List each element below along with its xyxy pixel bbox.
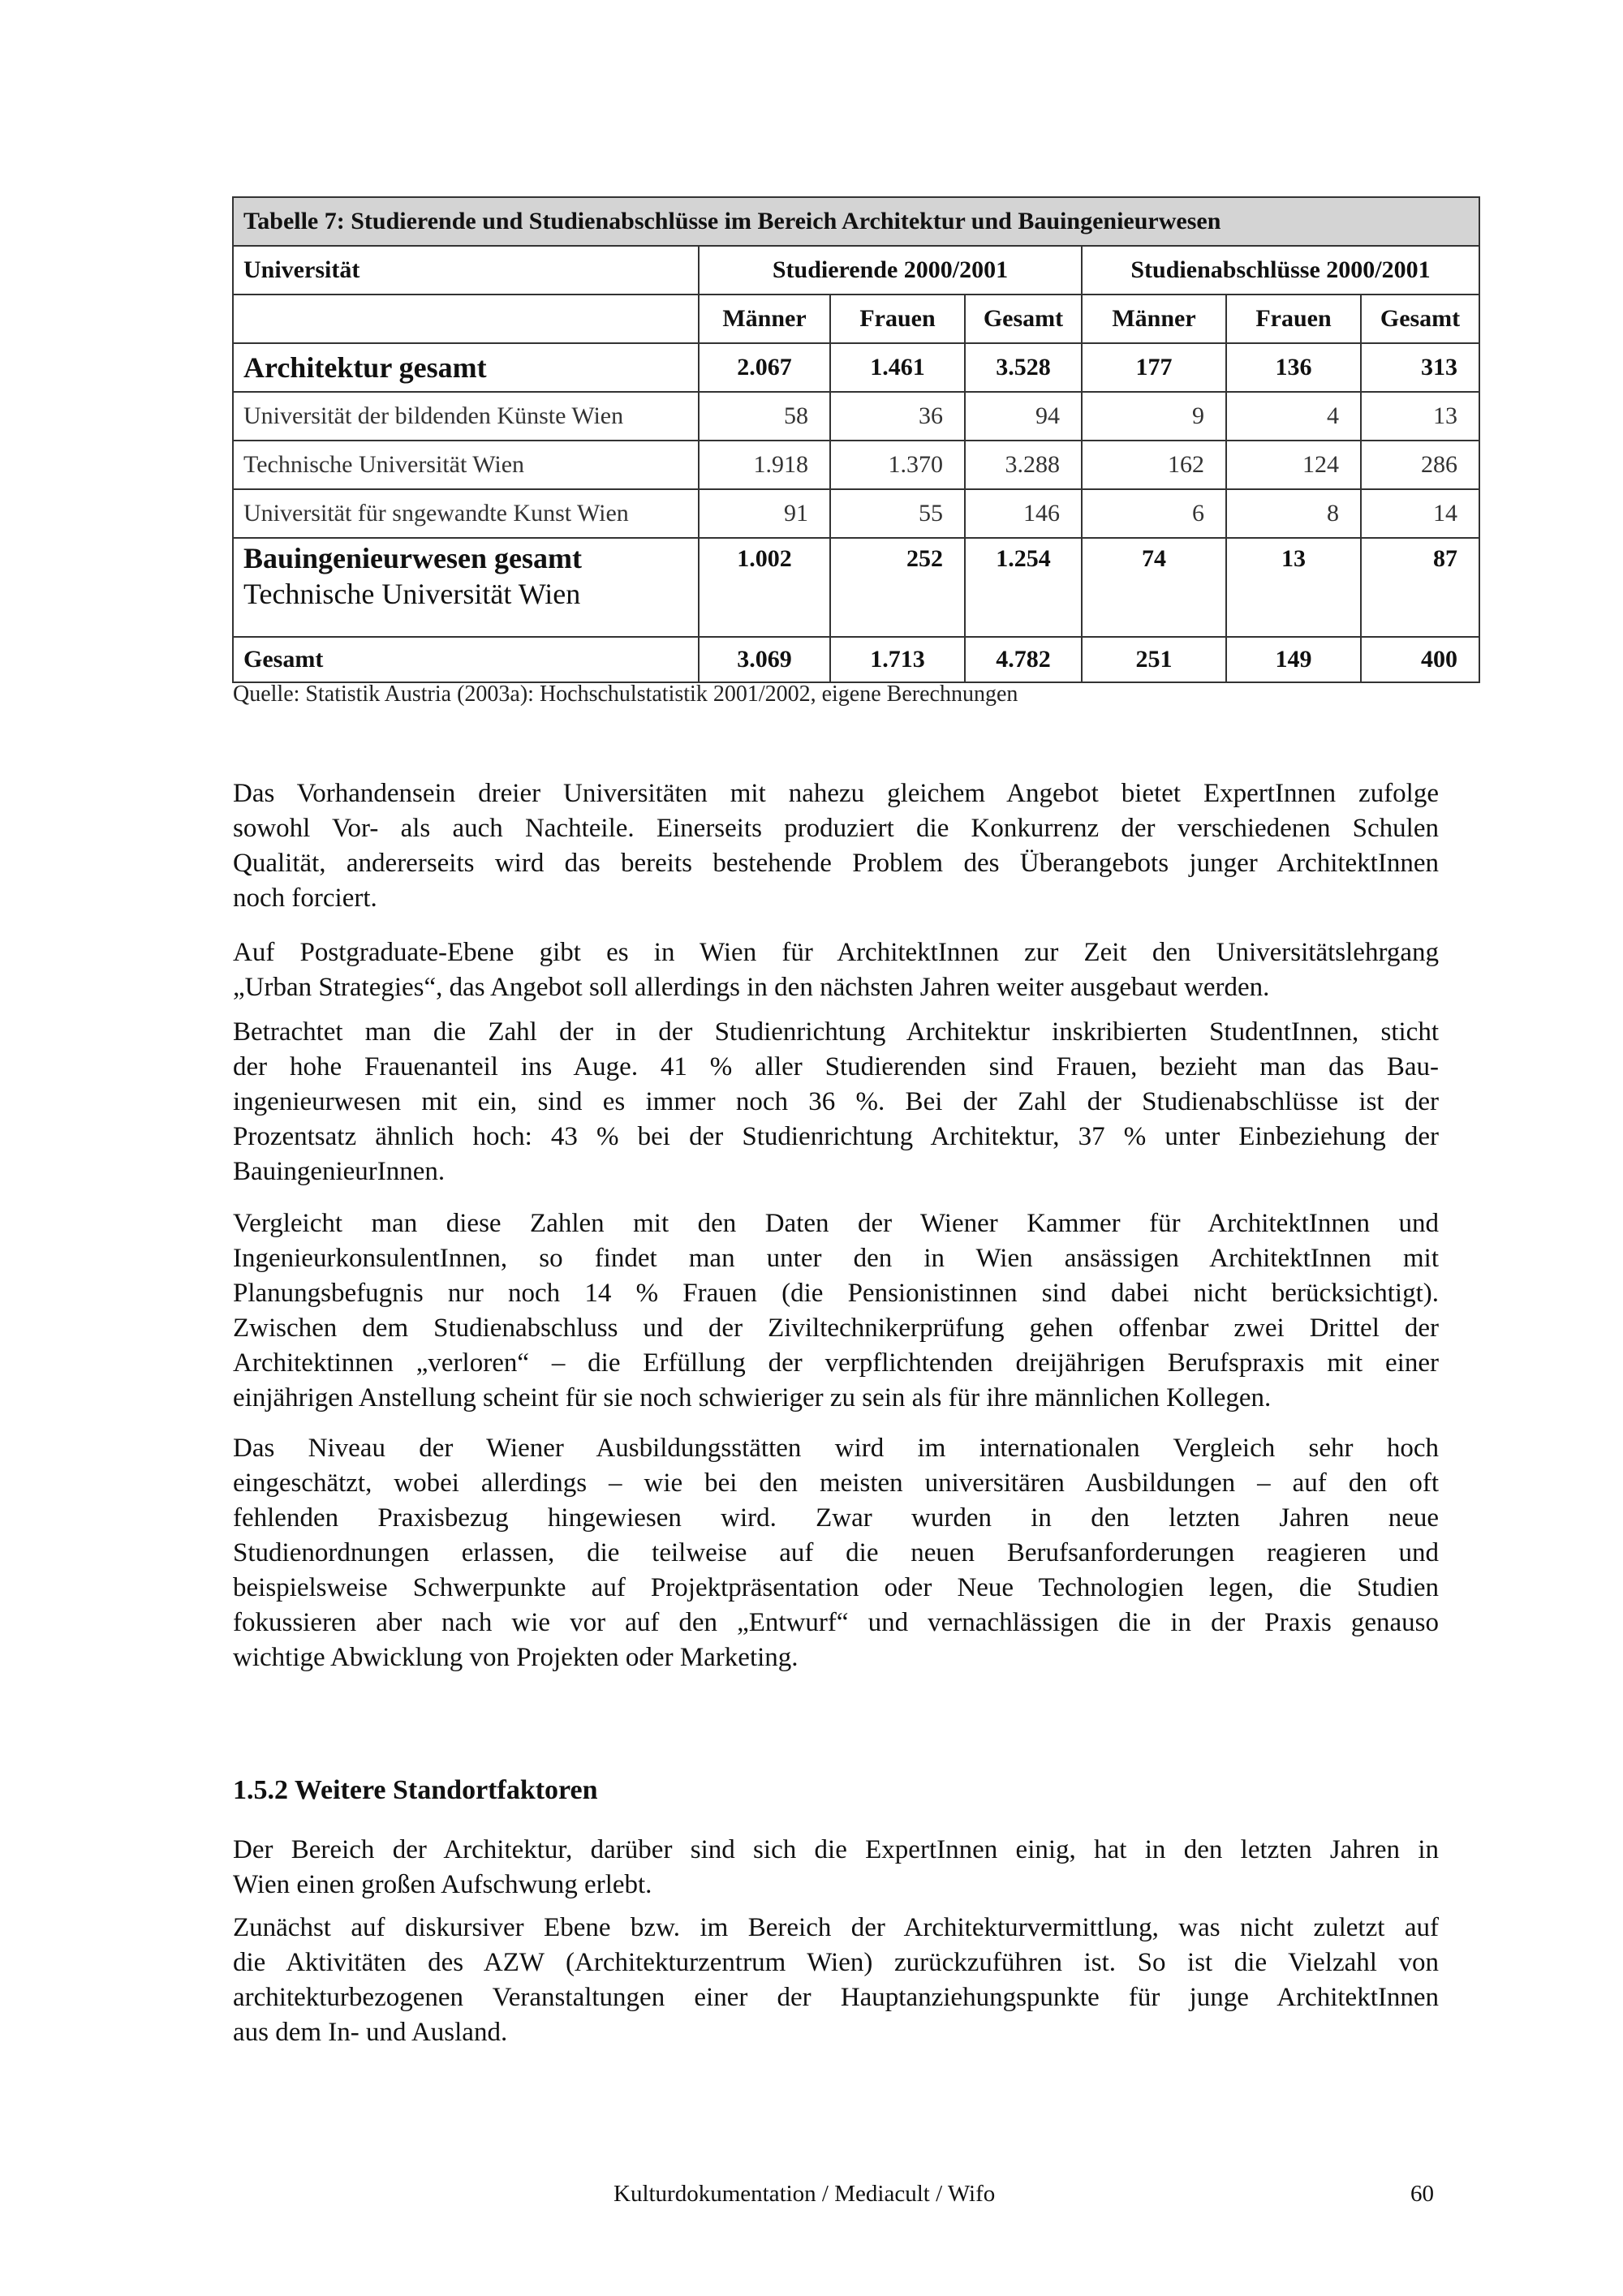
table-cell: 3.288	[965, 441, 1082, 489]
table-cell: 1.370	[830, 441, 965, 489]
table-row-gesamt	[233, 637, 1479, 682]
table-cell: 4.782	[965, 637, 1082, 682]
subheader-students-men: Männer	[699, 295, 830, 343]
row-label-line2: Technische Universität Wien	[243, 578, 581, 610]
table-cell: 252	[830, 538, 965, 637]
subheader-students-women: Frauen	[830, 295, 965, 343]
paragraph-line: Prozentsatz ähnlich hoch: 43 % bei der Studienrichtung Architektur, 37 % unter Einbeziehung der	[233, 1122, 1439, 1151]
table-cell: 6	[1082, 489, 1226, 538]
body-paragraph	[233, 1431, 1439, 1675]
table-row	[233, 392, 1479, 441]
paragraph-line: wichtige Abwicklung von Projekten oder Marketing.	[233, 1643, 799, 1672]
row-label-line1: Bauingenieurwesen gesamt	[243, 542, 582, 574]
subheader-graduates-women: Frauen	[1226, 295, 1361, 343]
body-paragraph	[233, 935, 1439, 1005]
table-caption-row	[233, 197, 1479, 246]
table-cell: 3.069	[699, 637, 830, 682]
header-graduates: Studienabschlüsse 2000/2001	[1082, 246, 1479, 295]
paragraph-line: der hohe Frauenanteil ins Auge. 41 % aller Studierenden sind Frauen, bezieht man das Bau-	[233, 1052, 1439, 1081]
body-paragraph	[233, 776, 1439, 916]
paragraph-line: fokussieren aber nach wie vor auf den „Entwurf“ und vernachlässigen die in der Praxis genauso	[233, 1608, 1439, 1637]
row-label: Universität für sngewandte Kunst Wien	[233, 489, 699, 538]
table-row	[233, 489, 1479, 538]
table-cell: 13	[1361, 392, 1479, 441]
subheader-students-total: Gesamt	[965, 295, 1082, 343]
table-cell: 313	[1361, 343, 1479, 392]
row-label: Technische Universität Wien	[233, 441, 699, 489]
table-cell: 162	[1082, 441, 1226, 489]
paragraph-line: noch forciert.	[233, 884, 377, 913]
table-cell: 14	[1361, 489, 1479, 538]
paragraph-line: Wien einen großen Aufschwung erlebt.	[233, 1870, 652, 1899]
table-row-bauingenieurwesen-gesamt	[233, 538, 1479, 637]
paragraph-line: Studienordnungen erlassen, die teilweise auf die neuen Berufsanforderungen reagieren und	[233, 1538, 1439, 1567]
table-cell: 36	[830, 392, 965, 441]
table-cell: 55	[830, 489, 965, 538]
paragraph-line: Das Vorhandensein dreier Universitäten mit nahezu gleichem Angebot bietet ExpertInnen zufolge	[233, 779, 1439, 808]
table-cell: 177	[1082, 343, 1226, 392]
subheader-graduates-total: Gesamt	[1361, 295, 1479, 343]
paragraph-line: IngenieurkonsulentInnen, so findet man unter den in Wien ansässigen ArchitektInnen mit	[233, 1244, 1439, 1273]
paragraph-line: Architektinnen „verloren“ – die Erfüllung der verpflichtenden dreijährigen Berufspraxis mit einer	[233, 1348, 1439, 1378]
table-cell: 2.067	[699, 343, 830, 392]
paragraph-line: Vergleicht man diese Zahlen mit den Daten der Wiener Kammer für ArchitektInnen und	[233, 1209, 1439, 1238]
section-heading: 1.5.2 Weitere Standortfaktoren	[233, 1775, 598, 1805]
table-cell: 3.528	[965, 343, 1082, 392]
table-cell: 9	[1082, 392, 1226, 441]
paragraph-line: BauingenieurInnen.	[233, 1157, 446, 1186]
table-cell: 1.461	[830, 343, 965, 392]
table-cell: 286	[1361, 441, 1479, 489]
statistics-table	[232, 196, 1480, 683]
table-row	[233, 441, 1479, 489]
paragraph-line: aus dem In- und Ausland.	[233, 2018, 508, 2047]
body-paragraph	[233, 1206, 1439, 1416]
table-cell: 124	[1226, 441, 1361, 489]
table-cell: 1.002	[699, 538, 830, 637]
paragraph-line: „Urban Strategies“, das Angebot soll allerdings in den nächsten Jahren weiter ausgebaut werden.	[233, 973, 1270, 1002]
subheader-graduates-men: Männer	[1082, 295, 1226, 343]
table-cell: 94	[965, 392, 1082, 441]
paragraph-line: fehlenden Praxisbezug hingewiesen wird. Zwar wurden in den letzten Jahren neue	[233, 1503, 1439, 1533]
header-university: Universität	[233, 246, 699, 295]
paragraph-line: ingenieurwesen mit ein, sind es immer noch 36 %. Bei der Zahl der Studienabschlüsse ist der	[233, 1087, 1439, 1116]
footer-text: Kulturdokumentation / Mediacult / Wifo	[613, 2181, 996, 2207]
header-students: Studierende 2000/2001	[699, 246, 1082, 295]
paragraph-line: Das Niveau der Wiener Ausbildungsstätten wird im internationalen Vergleich sehr hoch	[233, 1434, 1439, 1463]
paragraph-line: Planungsbefugnis nur noch 14 % Frauen (die Pensionistinnen sind dabei nicht berücksichtigt).	[233, 1279, 1439, 1308]
table-cell: 251	[1082, 637, 1226, 682]
table-cell: 87	[1361, 538, 1479, 637]
table-cell: 91	[699, 489, 830, 538]
row-label: Universität der bildenden Künste Wien	[233, 392, 699, 441]
paragraph-line: Zwischen dem Studienabschluss und der Ziviltechnikerprüfung gehen offenbar zwei Drittel der	[233, 1314, 1439, 1343]
table-subheader-row	[233, 295, 1479, 343]
table-cell: 8	[1226, 489, 1361, 538]
table-caption: Tabelle 7: Studierende und Studienabschlüsse im Bereich Architektur und Bauingenieurwesen	[233, 197, 1479, 246]
paragraph-line: Auf Postgraduate-Ebene gibt es in Wien für ArchitektInnen zur Zeit den Universitätslehrgang	[233, 938, 1439, 967]
paragraph-line: Qualität, andererseits wird das bereits bestehende Problem des Überangebots junger ArchitektInnen	[233, 849, 1439, 878]
paragraph-line: Zunächst auf diskursiver Ebene bzw. im Bereich der Architekturvermittlung, was nicht zuletzt auf	[233, 1913, 1439, 1942]
table-row-architektur-gesamt	[233, 343, 1479, 392]
body-paragraph	[233, 1015, 1439, 1189]
table-cell: 1.713	[830, 637, 965, 682]
table-cell: 1.918	[699, 441, 830, 489]
paragraph-line: einjährigen Anstellung scheint für sie noch schwieriger zu sein als für ihre männlichen Kollegen.	[233, 1383, 1272, 1412]
table-source-note: Quelle: Statistik Austria (2003a): Hochschulstatistik 2001/2002, eigene Berechnungen	[233, 681, 1018, 707]
paragraph-line: Der Bereich der Architektur, darüber sind sich die ExpertInnen einig, hat in den letzten Jahren in	[233, 1835, 1439, 1864]
row-label	[233, 538, 699, 637]
table-cell: 136	[1226, 343, 1361, 392]
paragraph-line: Betrachtet man die Zahl der in der Studienrichtung Architektur inskribierten StudentInnen, sticht	[233, 1017, 1439, 1047]
table-cell: 149	[1226, 637, 1361, 682]
paragraph-line: architekturbezogenen Veranstaltungen einer der Hauptanziehungspunkte für junge ArchitektInnen	[233, 1983, 1439, 2012]
paragraph-line: die Aktivitäten des AZW (Architekturzentrum Wien) zurückzuführen ist. So ist die Vielzahl von	[233, 1948, 1439, 1977]
row-label: Gesamt	[233, 637, 699, 682]
table-cell: 13	[1226, 538, 1361, 637]
section-paragraph	[233, 1833, 1439, 1903]
subheader-empty	[233, 295, 699, 343]
table-cell: 4	[1226, 392, 1361, 441]
row-label: Architektur gesamt	[233, 343, 699, 392]
paragraph-line: eingeschätzt, wobei allerdings – wie bei den meisten universitären Ausbildungen – auf den oft	[233, 1468, 1439, 1498]
table-cell: 58	[699, 392, 830, 441]
section-paragraph	[233, 1911, 1439, 2050]
paragraph-line: beispielsweise Schwerpunkte auf Projektpräsentation oder Neue Technologien legen, die Studien	[233, 1573, 1439, 1602]
table-header-row	[233, 246, 1479, 295]
table-cell: 400	[1361, 637, 1479, 682]
table-cell: 146	[965, 489, 1082, 538]
table-cell: 74	[1082, 538, 1226, 637]
page-number: 60	[1410, 2181, 1434, 2207]
table-cell: 1.254	[965, 538, 1082, 637]
paragraph-line: sowohl Vor- als auch Nachteile. Einerseits produziert die Konkurrenz der verschiedenen Schulen	[233, 814, 1439, 843]
